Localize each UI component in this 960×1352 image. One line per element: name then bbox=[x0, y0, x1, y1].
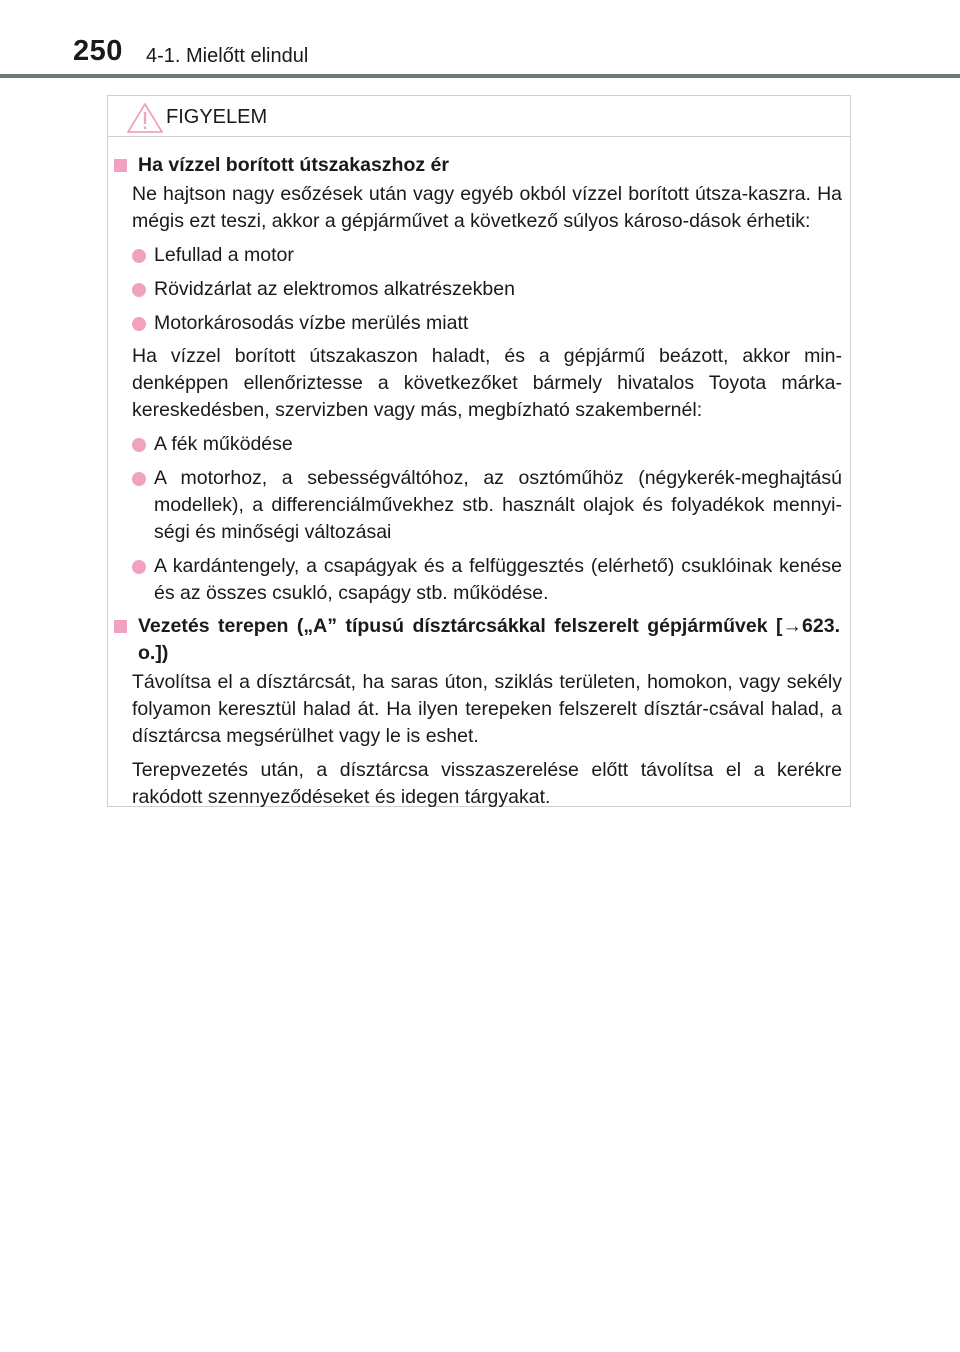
round-bullet-icon bbox=[132, 560, 146, 574]
warning-box bbox=[107, 95, 851, 807]
section-heading-offroad: Vezetés terepen („A” típusú dísztárcsákkal felszerelt gépjárművek [→623. o.]) bbox=[114, 613, 840, 667]
list-item: A fék működése bbox=[132, 431, 842, 458]
square-bullet-icon bbox=[114, 620, 127, 633]
round-bullet-icon bbox=[132, 283, 146, 297]
warning-content bbox=[108, 152, 852, 811]
list-item: Lefullad a motor bbox=[132, 242, 842, 269]
section-heading-water: Ha vízzel borított útszakaszhoz ér bbox=[114, 152, 840, 179]
paragraph-water-intro: Ne hajtson nagy esőzések után vagy egyéb okból vízzel borított útsza-kaszra. Ha mégis ezt teszi, akkor a gépjárművet a következő súlyos károso-dások érhetik: bbox=[132, 183, 842, 232]
square-bullet-icon bbox=[114, 159, 127, 172]
warning-triangle-icon bbox=[126, 102, 164, 134]
paragraph-water-check: Ha vízzel borított útszakaszon haladt, és a gépjármű beázott, akkor min-denképpen ellenőriztesse a következőket bármely hivatalos Toyota márka-kereskedésben, szervizben vagy más, megbízható szakembernél: bbox=[132, 345, 842, 421]
round-bullet-icon bbox=[132, 249, 146, 263]
round-bullet-icon bbox=[132, 317, 146, 331]
page-number: 250 bbox=[73, 35, 123, 67]
list-item: A kardántengely, a csapágyak és a felfüggesztés (elérhető) csuklóinak kenése és az összes csukló, csapágy stb. működése. bbox=[132, 553, 842, 607]
list-item: A motorhoz, a sebességváltóhoz, az osztóműhöz (négykerék-meghajtású modellek), a differenciálművekhez stb. használt olajok és folyadékok mennyi-ségi és minőségi változásai bbox=[132, 465, 842, 546]
paragraph-offroad-2: Terepvezetés után, a dísztárcsa visszaszerelése előtt távolítsa el a kerékre rakódott szennyeződéseket és idegen tárgyakat. bbox=[132, 759, 842, 808]
round-bullet-icon bbox=[132, 472, 146, 486]
paragraph-offroad-1: Távolítsa el a dísztárcsát, ha saras úton, sziklás területen, homokon, vagy sekély folyamon keresztül halad át. Ha ilyen terepeken felszerelt dísztár-csával halad, a dísztárcsa megsérülhet vagy le is eshet. bbox=[132, 671, 842, 747]
round-bullet-icon bbox=[132, 438, 146, 452]
page-header bbox=[0, 0, 960, 80]
list-item: Rövidzárlat az elektromos alkatrészekben bbox=[132, 276, 842, 303]
section-title: 4-1. Mielőtt elindul bbox=[146, 45, 309, 67]
warning-title: FIGYELEM bbox=[166, 106, 268, 128]
list-item: Motorkárosodás vízbe merülés miatt bbox=[132, 310, 842, 337]
warning-header bbox=[108, 96, 850, 137]
header-divider bbox=[0, 74, 960, 78]
